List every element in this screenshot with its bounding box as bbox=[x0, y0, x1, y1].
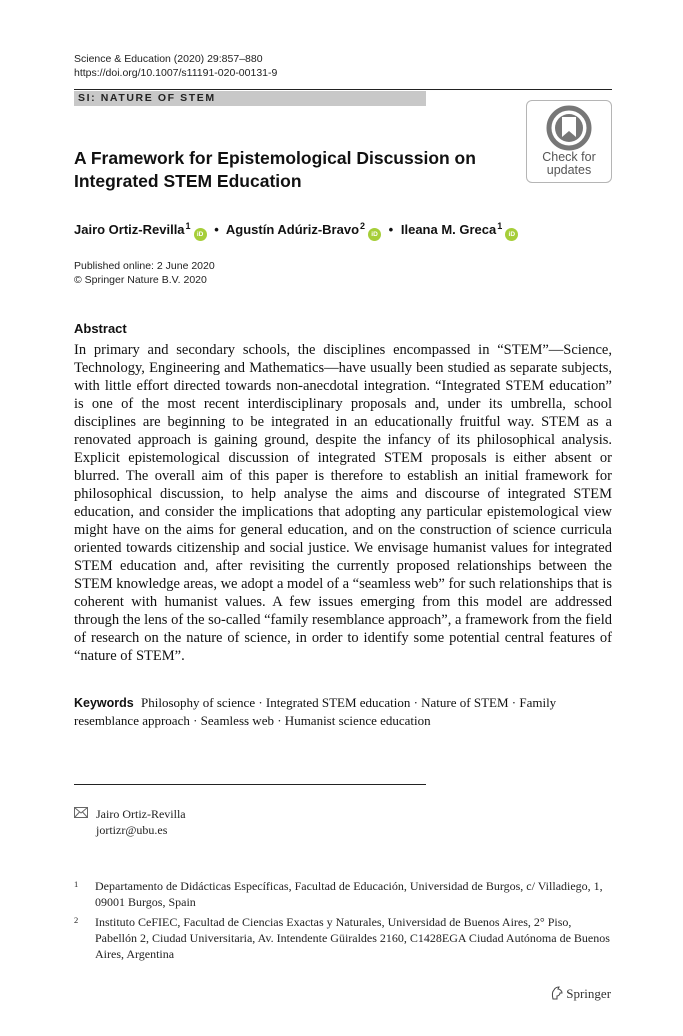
abstract-heading: Abstract bbox=[74, 321, 127, 336]
orcid-icon[interactable]: iD bbox=[368, 228, 381, 241]
author-separator: • bbox=[214, 222, 219, 237]
springer-horse-icon bbox=[550, 986, 566, 1001]
envelope-icon bbox=[74, 806, 90, 822]
orcid-icon[interactable]: iD bbox=[505, 228, 518, 241]
doi-link[interactable]: https://doi.org/10.1007/s11191-020-00131-9 bbox=[74, 67, 278, 79]
author-affiliation-marker: 1 bbox=[185, 221, 191, 231]
keywords-list: Philosophy of science · Integrated STEM education · Nature of STEM · Family resemblance approach · Seamless web · Humanist science education bbox=[74, 695, 557, 728]
publisher-name: Springer bbox=[566, 986, 612, 1001]
article-title: A Framework for Epistemological Discussion on Integrated STEM Education bbox=[74, 148, 476, 191]
author-name[interactable]: Jairo Ortiz-Revilla bbox=[74, 222, 185, 237]
header-rule bbox=[74, 89, 612, 90]
correspondence-block bbox=[74, 806, 186, 838]
affiliation-text: Instituto CeFIEC, Facultad de Ciencias Exactas y Naturales, Universidad de Buenos Aires, 2° Piso, Pabellón 2, Ciudad Universitaria, Av. Intendente Güiraldes 2160, C1428EGA Ciudad Autónoma de Buenos Aires, Argentina bbox=[95, 915, 610, 961]
publisher-footer bbox=[550, 986, 611, 1002]
author-separator: • bbox=[388, 222, 394, 237]
author-name[interactable]: Ileana M. Greca bbox=[400, 222, 497, 237]
correspondence-name: Jairo Ortiz-Revilla bbox=[96, 807, 186, 821]
affiliation-1 bbox=[74, 878, 614, 910]
publication-info bbox=[74, 259, 215, 287]
bookmark-ring-icon bbox=[546, 105, 592, 151]
section-bar: SI: NATURE OF STEM bbox=[74, 91, 426, 106]
copyright-line: © Springer Nature B.V. 2020 bbox=[74, 274, 207, 286]
orcid-icon[interactable]: iD bbox=[194, 228, 207, 241]
author-name[interactable]: Agustín Adúriz-Bravo bbox=[225, 222, 360, 237]
badge-line-2: updates bbox=[546, 163, 592, 177]
author-affiliation-marker: 2 bbox=[360, 221, 366, 231]
author-affiliation-marker: 1 bbox=[497, 221, 503, 231]
affiliation-text: Departamento de Didácticas Específicas, Facultad de Educación, Universidad de Burgos, c/ Villadiego, 1, 09001 Burgos, Spain bbox=[95, 879, 603, 909]
journal-header bbox=[74, 52, 277, 80]
correspondence-email[interactable]: jortizr@ubu.es bbox=[96, 823, 168, 837]
journal-citation: Science & Education (2020) 29:857–880 bbox=[74, 53, 263, 65]
published-date: Published online: 2 June 2020 bbox=[74, 260, 215, 272]
keywords-heading: Keywords bbox=[74, 696, 134, 710]
affiliation-number: 2 bbox=[74, 915, 79, 925]
affiliation-number: 1 bbox=[74, 879, 79, 889]
footnote-rule bbox=[74, 784, 426, 785]
author-list bbox=[74, 217, 518, 241]
keywords-block bbox=[74, 694, 594, 730]
affiliation-2 bbox=[74, 914, 614, 962]
badge-line-1: Check for bbox=[542, 150, 596, 164]
check-for-updates-badge[interactable] bbox=[526, 100, 612, 183]
abstract-text: In primary and secondary schools, the disciplines encompassed in “STEM”—Science, Technology, Engineering and Mathematics—have usually been studied as separate subjects, with little effort directed towards non-anecdotal integration. “Integrated STEM education” is one of the most recent interdisciplinary proposals and, under its umbrella, school disciplines are beginning to be integrated in an educationally fruitful way. STEM as a renovated approach is gaining ground, despite the infancy of its philosophical analysis. Explicit epistemological discussion of integrated STEM proposals is either absent or blurred. The overall aim of this paper is therefore to establish an initial framework for philosophical discussion, to help analyse the aims and discourse of integrated STEM education, and consider the implications that adopting any particular epistemological view might have on the aims for general education, and on the construction of science curricula oriented towards citizenship and social justice. We envisage humanist values for integrated STEM education and, after revisiting the currently proposed relationships between the STEM knowledge areas, we adopt a model of a “seamless web” for such relationships that is coherent with humanist values. A few issues emerging from this model are addressed through the lens of the so-called “family resemblance approach”, a framework from the field of research on the nature of science, in order to identify some potential central features of “nature of STEM”. bbox=[74, 342, 612, 664]
